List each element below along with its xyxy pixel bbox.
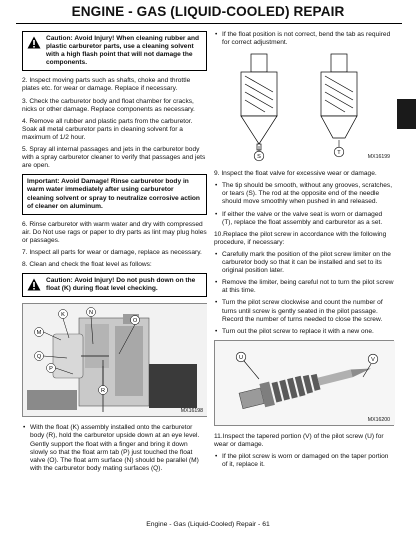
title-rule [16, 23, 402, 24]
figure-pilot-screw [214, 340, 394, 426]
page-footer: Engine - Gas (Liquid-Cooled) Repair - 61 [146, 521, 270, 528]
bullet-dot: • [215, 210, 218, 218]
bullet-9b [214, 211, 394, 227]
caution-text-cleaning: Caution: Avoid Injury! When cleaning rubber and plastic carburetor parts, use a cleaning solvent with a high flash point that will not damage the components. [46, 35, 200, 67]
bullet-10a [214, 251, 394, 275]
page-title: ENGINE - GAS (LIQUID-COOLED) REPAIR [71, 4, 345, 19]
caution-box-cleaning [22, 31, 207, 71]
bullet-text: The tip should be smooth, without any grooves, scratches, or tears (S). The rod at the opposite end of the needle should move smoothly when pushed in and released. [222, 182, 393, 206]
bullet-text: Turn the pilot screw clockwise and count the number of turns until screw is gently seated in the pilot passage. Record the number of turns needed to close the screw. [222, 299, 383, 323]
step-10: 10.Replace the pilot screw in accordance with the following procedure, if necessary: [214, 230, 387, 246]
bullet-dot: • [215, 327, 218, 335]
pilot-screw-photo [215, 341, 395, 425]
float-valve-drawing [215, 52, 395, 162]
bullet-10c [214, 299, 394, 323]
bullet-float-position [214, 31, 394, 47]
bullet-11a [214, 453, 394, 469]
right-column [214, 31, 394, 473]
bullet-text: Remove the limiter, being careful not to turn the pilot screw at this time. [222, 279, 394, 295]
callout-n: N [88, 310, 94, 317]
caution-triangle-icon [27, 36, 41, 49]
caution-text-float: Caution: Avoid Injury! Do not push down on the float (K) during float level checking. [46, 277, 196, 293]
bullet-dot: • [215, 31, 218, 38]
section-tab-marker [397, 99, 416, 129]
callout-r: R [100, 388, 106, 395]
step-5: 5. Spray all internal passages and jets in the carburetor body with a spray carburetor cleaner to verify that passages and jets are open. [22, 146, 206, 170]
step-6: 6. Rinse carburetor with warm water and dry with compressed air. Do Not use rags or paper to dry parts as lint may plug holes or passages. [22, 220, 207, 244]
bullet-float-check [22, 424, 207, 473]
callout-k: K [61, 312, 65, 319]
bullet-10d [214, 328, 394, 336]
step-9: 9. Inspect the float valve for excessive wear or damage. [214, 170, 377, 178]
callout-u: U [238, 354, 244, 361]
bullet-text: If either the valve or the valve seat is worn or damaged (T), replace the float assembly and carburetor as a set. [222, 210, 383, 226]
bullet-dot: • [215, 279, 218, 287]
caution-box-float [22, 273, 207, 297]
left-column [22, 31, 207, 477]
bullet-text: If the pilot screw is worn or damaged on the taper portion of it, replace it. [222, 452, 389, 469]
figure-float-level [22, 303, 207, 417]
step-2: 2. Inspect moving parts such as shafts, choke and throttle plates etc. for wear or damage. Replace if necessary. [22, 77, 191, 93]
important-text-rinse: Important: Avoid Damage! Rinse carburetor body in warm water immediately after using carburetor cleaning solvent or spray to neutralize corrosive action of cleaner on aluminum. [27, 178, 200, 210]
bullet-9a [214, 182, 394, 206]
step-8: 8. Clean and check the float level as follows: [22, 261, 152, 269]
float-level-callouts [23, 304, 207, 416]
figure-float-valve [214, 51, 394, 163]
callout-p: P [49, 366, 53, 373]
figure-code: MX16200 [367, 416, 390, 423]
step-4: 4. Remove all rubber and plastic parts from the carburetor. Soak all metal carburetor parts in cleaning solvent for a maximum of 1/2 hour. [22, 117, 193, 141]
bullet-dot: • [215, 452, 218, 460]
callout-t: T [337, 150, 341, 157]
figure-code: MX16199 [367, 154, 390, 161]
bullet-text: Turn out the pilot screw to replace it with a new one. [222, 327, 374, 335]
bullet-text: If the float position is not correct, bend the tab as required for correct adjustment. [222, 31, 391, 47]
callout-m: M [36, 330, 42, 337]
bullet-dot: • [215, 250, 218, 258]
step-7: 7. Inspect all parts for wear or damage, replace as necessary. [22, 248, 202, 256]
step-3: 3. Check the carburetor body and float chamber for cracks, nicks or other damage. Replace components as necessary. [22, 97, 195, 113]
callout-q: Q [36, 354, 42, 361]
callout-s: S [257, 154, 261, 161]
bullet-10b [214, 279, 394, 295]
bullet-text: With the float (K) assembly installed onto the carburetor body (R), hold the carburetor upside down at an eye level. Gently support the float with a finger and bring it down slowly so that the float arm tab (P) just touched the float valve (O). The float arm surface (N) should be parallel (M) with the carburetor body mating surfaces (Q). [30, 424, 200, 472]
callout-o: O [132, 318, 138, 325]
bullet-dot: • [215, 182, 218, 190]
figure-code: MX16198 [180, 408, 203, 415]
callout-v: V [371, 356, 375, 363]
bullet-text: Carefully mark the position of the pilot screw limiter on the carburetor body so that it can be installed and set to its original position later. [222, 250, 391, 275]
bullet-dot: • [215, 299, 218, 307]
step-11: 11.Inspect the tapered portion (V) of the pilot screw (U) for wear or damage. [214, 432, 384, 448]
caution-triangle-icon [27, 278, 41, 291]
bullet-dot: • [23, 424, 26, 432]
important-box-rinse [22, 174, 207, 214]
